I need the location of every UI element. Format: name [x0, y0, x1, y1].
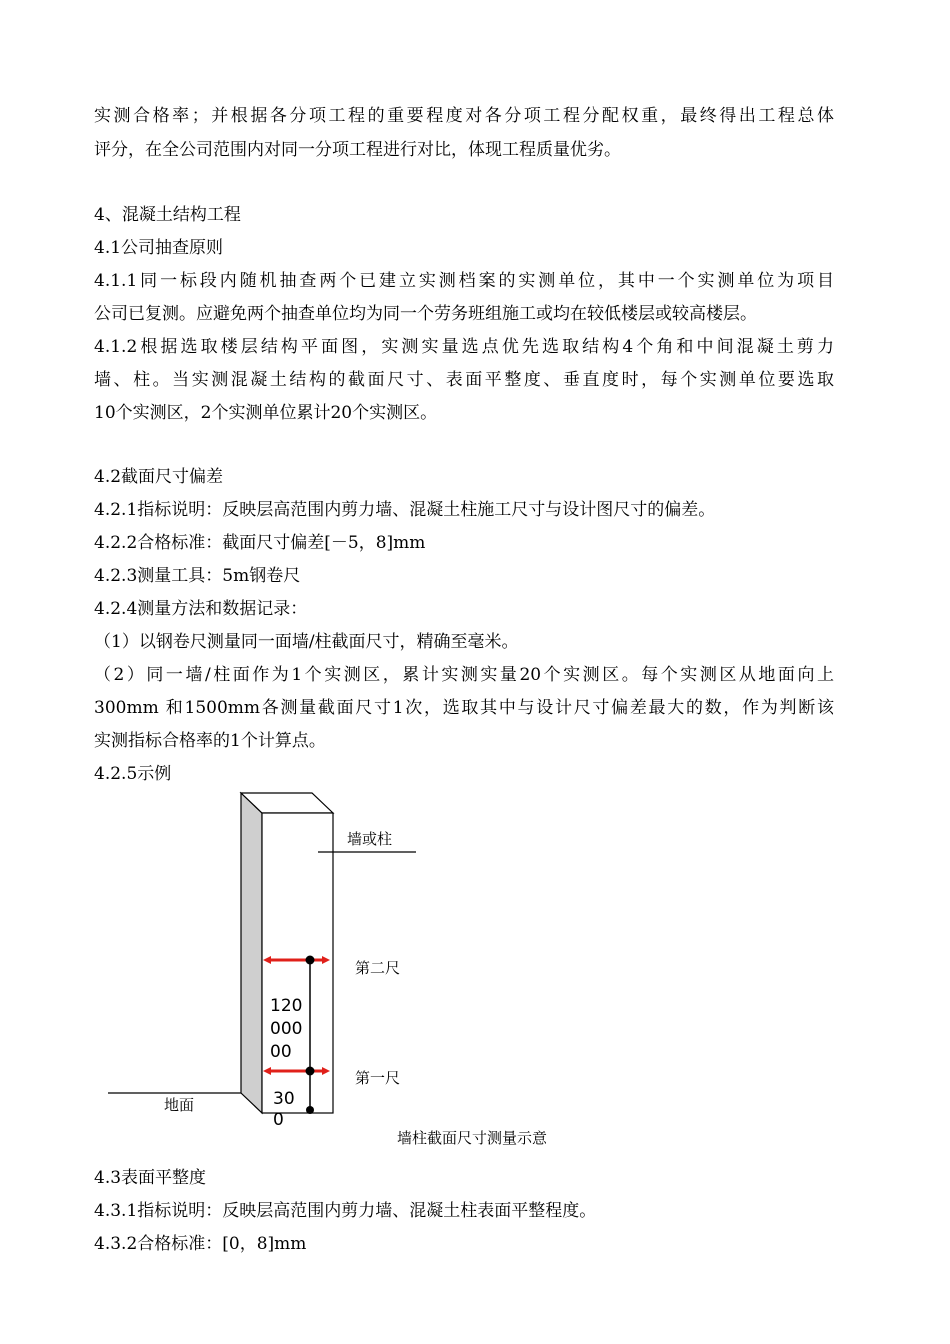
section-heading: 4.3表面平整度 — [94, 1168, 207, 1188]
upper-dimension-line: 000 — [270, 1019, 303, 1039]
first-ruler-point — [306, 1067, 315, 1076]
column-front-face — [262, 813, 333, 1113]
upper-dimension-line: 120 — [270, 996, 303, 1016]
lower-dimension-line: 0 — [273, 1110, 284, 1130]
paragraph-line: 4.2.4测量方法和数据记录： — [94, 599, 308, 619]
paragraph-line: 墙、柱。当实测混凝土结构的截面尺寸、表面平整度、垂直度时，每个实测单位要选取 — [94, 370, 834, 390]
section-heading: 4.1公司抽查原则 — [94, 238, 224, 258]
paragraph-line: 4.2.3测量工具：5m钢卷尺 — [94, 566, 301, 586]
wall-label: 墙或柱 — [347, 830, 393, 848]
paragraph-line: 实测指标合格率的1个计算点。 — [94, 731, 326, 751]
ground-label: 地面 — [164, 1096, 195, 1114]
section-heading: 4.2截面尺寸偏差 — [94, 467, 224, 487]
figure-caption: 墙柱截面尺寸测量示意 — [397, 1129, 548, 1147]
lower-dimension-line: 30 — [273, 1089, 295, 1109]
paragraph-line: 4.3.2合格标准：[0，8]mm — [94, 1234, 307, 1254]
paragraph-line: 4.2.2合格标准：截面尺寸偏差[－5，8]mm — [94, 533, 426, 553]
column-side-face — [241, 793, 262, 1113]
paragraph-line: 4.2.1指标说明：反映层高范围内剪力墙、混凝土柱施工尺寸与设计图尺寸的偏差。 — [94, 500, 716, 520]
paragraph-line: 4.1.1同一标段内随机抽查两个已建立实测档案的实测单位，其中一个实测单位为项目 — [94, 271, 834, 291]
paragraph-line: 4.1.2根据选取楼层结构平面图，实测实量选点优先选取结构4个角和中间混凝土剪力 — [94, 337, 834, 357]
paragraph-line: （2）同一墙/柱面作为1个实测区，累计实测实量20个实测区。每个实测区从地面向上 — [94, 665, 834, 685]
paragraph-line: 300mm 和1500mm各测量截面尺寸1次，选取其中与设计尺寸偏差最大的数，作为判断该 — [94, 698, 834, 718]
paragraph-line: 实测合格率；并根据各分项工程的重要程度对各分项工程分配权重，最终得出工程总体 — [94, 106, 834, 126]
section-heading: 4.2.5示例 — [94, 764, 172, 784]
base-point — [306, 1106, 314, 1114]
second-ruler-point — [306, 956, 315, 965]
second-ruler-label: 第二尺 — [355, 959, 401, 977]
section-heading: 4、混凝土结构工程 — [94, 205, 241, 225]
paragraph-line: 评分，在全公司范围内对同一分项工程进行对比，体现工程质量优劣。 — [94, 140, 621, 160]
paragraph-line: 公司已复测。应避免两个抽查单位均为同一个劳务班组施工或均在较低楼层或较高楼层。 — [94, 304, 757, 324]
paragraph-line: （1）以钢卷尺测量同一面墙/柱截面尺寸，精确至毫米。 — [94, 632, 519, 652]
first-ruler-label: 第一尺 — [355, 1069, 401, 1087]
paragraph-line: 10个实测区，2个实测单位累计20个实测区。 — [94, 403, 438, 423]
upper-dimension-line: 00 — [270, 1042, 292, 1062]
paragraph-line: 4.3.1指标说明：反映层高范围内剪力墙、混凝土柱表面平整程度。 — [94, 1201, 597, 1221]
